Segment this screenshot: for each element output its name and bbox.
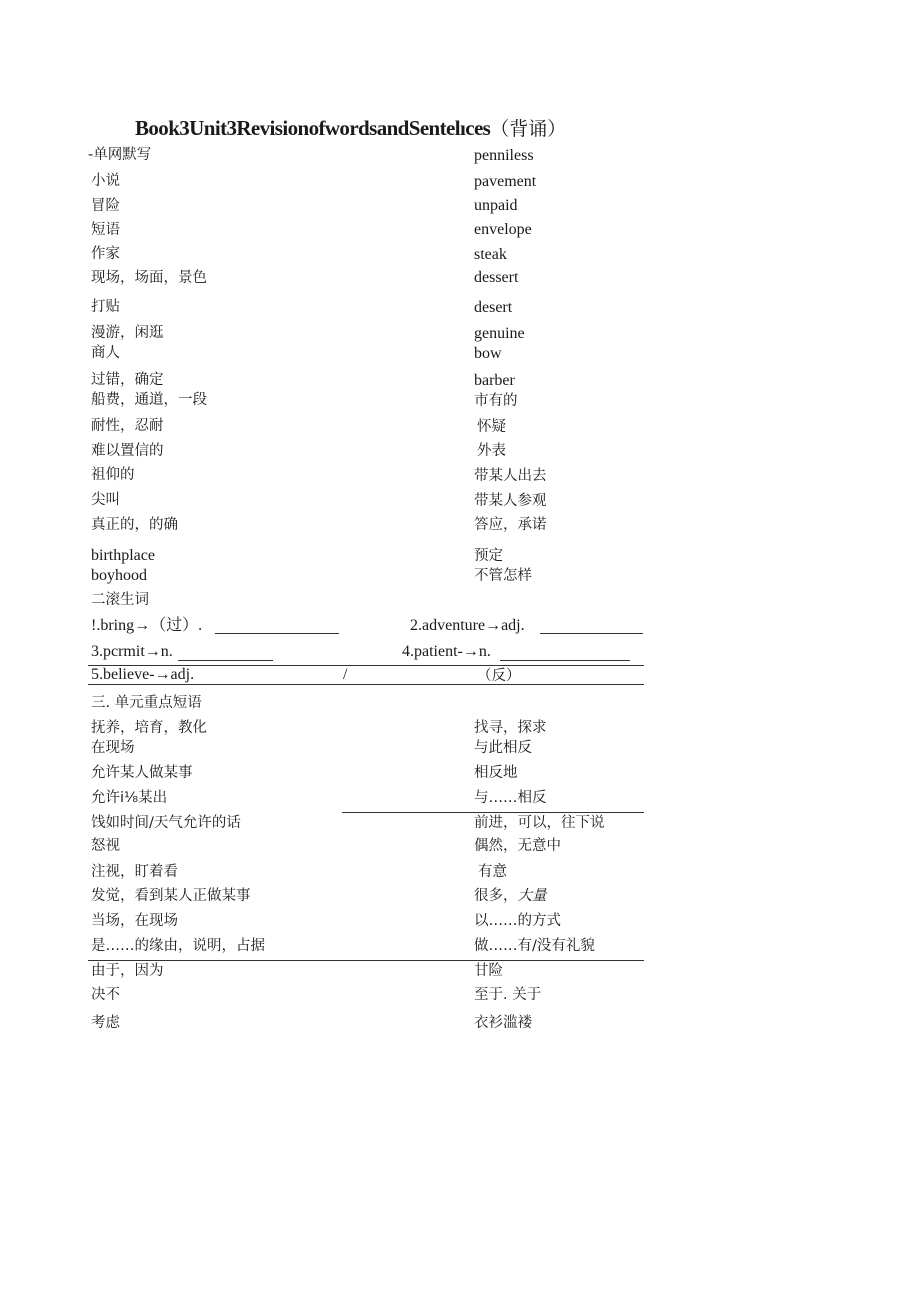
- vocab-cn: 小说: [91, 173, 120, 189]
- vocab-en: birthplace: [91, 547, 155, 564]
- vocab-cn: 市有的: [474, 393, 518, 409]
- vocab-cn: 外表: [477, 443, 506, 459]
- phrase-cn: 决不: [91, 987, 120, 1003]
- vocab-cn: 作家: [91, 246, 120, 262]
- vocab-en: bow: [474, 345, 502, 362]
- vocab-cn: 过错，确定: [91, 372, 164, 388]
- phrase-cn: 与此相反: [474, 740, 532, 756]
- vocab-cn: 商人: [91, 345, 120, 361]
- word-form-q1: !.bring→（过）.: [91, 617, 203, 634]
- vocab-cn: 预定: [474, 548, 503, 564]
- word-form-q4: 4.patient-→n.: [402, 643, 491, 660]
- phrase-cn: [474, 887, 547, 905]
- title-main: Book3Unit3RevisionofwordsandSentelıces: [135, 116, 491, 140]
- vocab-cn: 尖叫: [91, 492, 120, 508]
- vocab-cn: 带某人参观: [474, 493, 547, 509]
- q5-opposite: （反）: [477, 668, 521, 684]
- vocab-en: boyhood: [91, 567, 147, 584]
- phrase-cn: 以……的方式: [474, 913, 561, 929]
- vocab-en: pavement: [474, 173, 537, 190]
- phrase-cn: 允许i⅛某出: [91, 790, 168, 806]
- word-form-q3: 3.pcrmit→n.: [91, 643, 173, 660]
- phrase-cn: 怒视: [91, 838, 120, 854]
- section3-heading: 三. 单元重点短语: [91, 695, 202, 711]
- vocab-cn: 漫游，闲逛: [91, 325, 164, 341]
- phrase-part: 很多，: [474, 888, 518, 904]
- vocab-en: envelope: [474, 221, 532, 238]
- phrase-cn: 是……的缘由，说明，占据: [91, 938, 265, 954]
- phrase-cn: 考虑: [91, 1015, 120, 1031]
- phrase-cn: 做……有/没有礼貌: [474, 938, 595, 954]
- page-title: [135, 114, 566, 141]
- vocab-en: barber: [474, 372, 515, 389]
- answer-blank[interactable]: [215, 633, 339, 634]
- vocab-cn: 不管怎样: [474, 568, 532, 584]
- vocab-cn: 打贴: [91, 299, 120, 315]
- vocab-cn: 带某人出去: [474, 468, 547, 484]
- vocab-cn: 怀疑: [477, 419, 506, 435]
- q5-slash: /: [343, 666, 348, 683]
- answer-blank[interactable]: [178, 660, 273, 661]
- phrase-cn: 找寻，探求: [474, 720, 547, 736]
- section1-heading: -单网默写: [88, 147, 152, 163]
- vocab-en: steak: [474, 246, 507, 263]
- vocab-cn: 祖仰的: [91, 467, 135, 483]
- answer-blank[interactable]: [88, 684, 644, 685]
- vocab-en: desert: [474, 299, 513, 316]
- vocab-en: genuine: [474, 325, 525, 342]
- vocab-cn: 难以置信的: [91, 443, 164, 459]
- phrase-cn: 在现场: [91, 740, 135, 756]
- phrase-cn: 注视，盯着看: [91, 864, 178, 880]
- vocab-cn: 冒险: [91, 198, 120, 214]
- title-cn: （背诵）: [490, 118, 567, 140]
- phrase-cn: 与……相反: [474, 790, 547, 806]
- phrase-part-italic: 大量: [517, 888, 547, 904]
- phrase-cn: 至于. 关于: [474, 987, 542, 1003]
- divider: [342, 812, 644, 813]
- vocab-cn: 真正的，的确: [91, 517, 178, 533]
- phrase-cn: 允许某人做某事: [91, 765, 193, 781]
- answer-blank[interactable]: [540, 633, 643, 634]
- phrase-cn: 抚养，培育，教化: [91, 720, 207, 736]
- phrase-cn: 由于，因为: [91, 963, 164, 979]
- phrase-cn: 饯如时间/天气允许的话: [91, 815, 241, 831]
- vocab-cn: 短语: [91, 222, 120, 238]
- word-form-q2: 2.adventure→adj.: [410, 617, 525, 634]
- phrase-cn: 偶然，无意中: [474, 838, 561, 854]
- vocab-en: penniless: [474, 147, 534, 164]
- vocab-cn: 船费，通道，一段: [91, 392, 207, 408]
- divider: [88, 960, 644, 961]
- answer-blank[interactable]: [500, 660, 630, 661]
- vocab-cn: 答应，承诺: [474, 517, 547, 533]
- vocab-en: dessert: [474, 269, 519, 286]
- phrase-cn: 甘险: [474, 963, 503, 979]
- word-form-q5: 5.believe-→adj.: [91, 666, 195, 683]
- vocab-cn: 耐性，忍耐: [91, 418, 164, 434]
- vocab-en: unpaid: [474, 197, 518, 214]
- phrase-cn: 前进，可以，往下说: [474, 815, 605, 831]
- vocab-cn: 现场，场面，景色: [91, 270, 207, 286]
- section2-heading: 二滚生词: [91, 592, 149, 608]
- phrase-cn: 当场，在现场: [91, 913, 178, 929]
- phrase-cn: 有意: [478, 864, 507, 880]
- phrase-cn: 衣衫滥褛: [474, 1015, 532, 1031]
- phrase-cn: 发觉，看到某人正做某事: [91, 888, 251, 904]
- phrase-cn: 相反地: [474, 765, 518, 781]
